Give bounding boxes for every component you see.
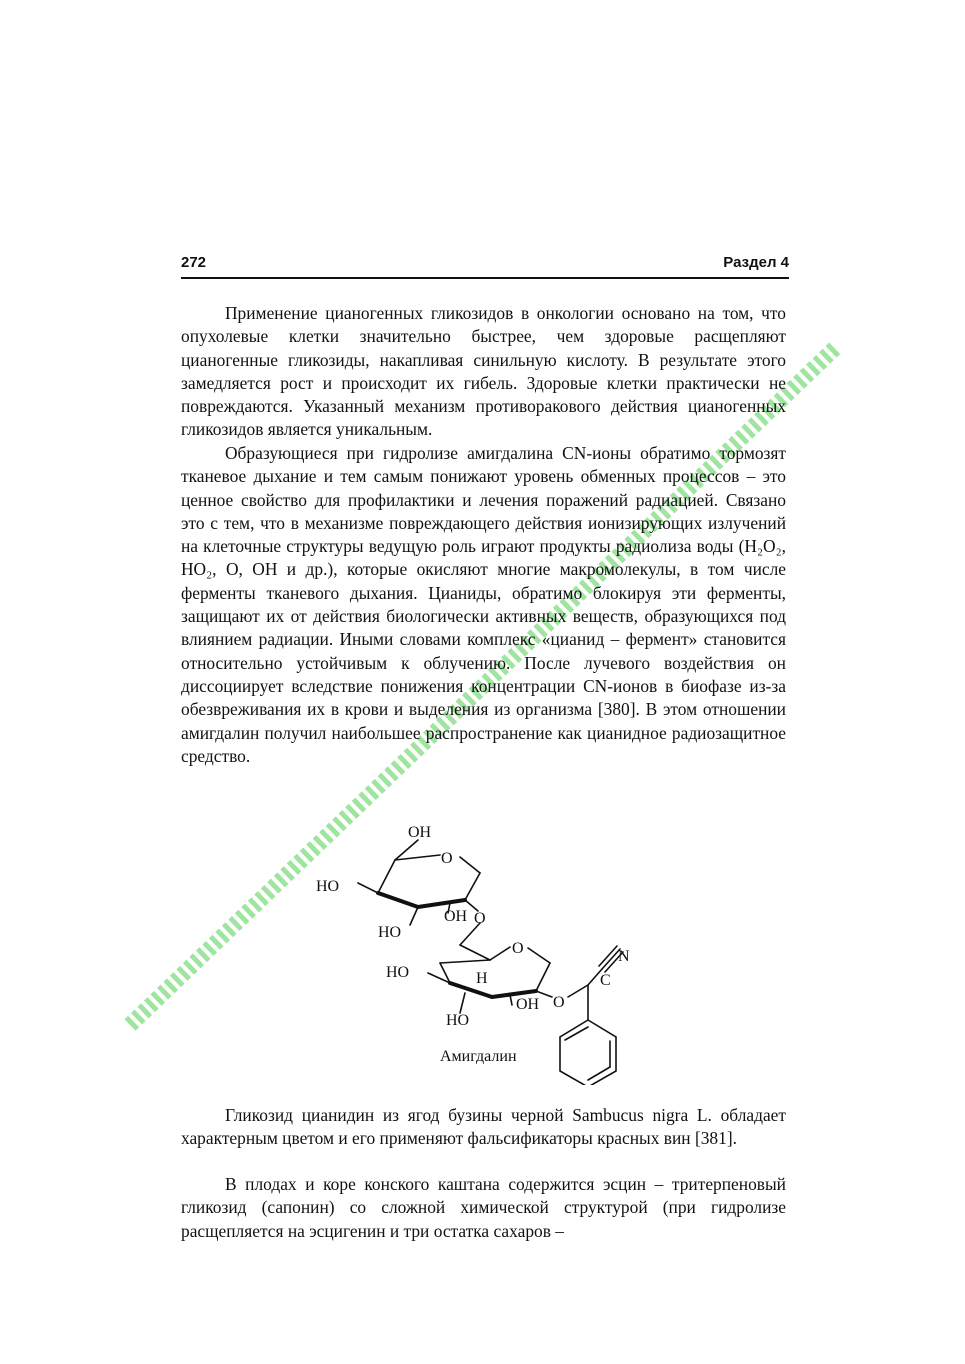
section-label: Раздел 4 bbox=[723, 254, 789, 271]
amygdalin-structure bbox=[300, 815, 660, 1085]
label-ho-bottom1: HO bbox=[378, 924, 402, 941]
page-header bbox=[181, 253, 789, 279]
paragraph-radioprotection: Образующиеся при гидролизе амигдалина CN-ионы обратимо тормозят тканевое дыхание и тем самым понижают уровень обменных процессов – это ценное свойство для профилактики и лечения поражений радиацией. Связано это с тем, что в механизме повреждающего действия ионизирующих излучений на клеточные структуры ведущую роль играют продукты радиолиза воды (H₂O₂, HO₂, O, OH и др.), которые окисляют многие макромолекулы, в том числе ферменты тканевого дыхания. Цианиды, обратимо блокируя эти ферменты, защищают их от действия биологически активных веществ, образующихся под влиянием радиации. Иными словами комплекс «цианид – фермент» становится относительно устойчивым к облучению. После лучевого воздействия он диссоциирует вследствие понижения концентрации CN-ионов в биофазе из-за обезвреживания их в крови и выделения из организма [380]. В этом отношении амигдалин получил наибольшее распространение как цианидное радиозащитное средство. bbox=[181, 443, 786, 766]
page-number: 272 bbox=[181, 254, 207, 271]
label-o-glyco: O bbox=[553, 994, 565, 1011]
label-oh-top: OH bbox=[408, 824, 432, 841]
label-o-link: O bbox=[474, 910, 486, 927]
paragraph-cyanidin: Гликозид цианидин из ягод бузины черной Sambucus nigra L. обладает характерным цветом и его применяют фальсификаторы красных вин [381]. bbox=[181, 1105, 786, 1149]
figure-caption: Амигдалин bbox=[440, 1048, 517, 1065]
paragraph-escin: В плодах и коре конского каштана содержится эсцин – тритерпеновый гликозид (сапонин) со сложной химической структурой (при гидролизе расщепляется на эсцигенин и три остатка сахаров – bbox=[181, 1174, 786, 1241]
label-h: H bbox=[476, 970, 488, 987]
label-o-ring1: O bbox=[441, 850, 453, 867]
label-ho-bottom2: HO bbox=[446, 1012, 470, 1029]
label-nitrogen: N bbox=[618, 948, 630, 965]
label-ho-left1: HO bbox=[316, 878, 340, 895]
label-o-ring2: O bbox=[512, 940, 524, 957]
label-ho-left2: HO bbox=[386, 964, 410, 981]
paragraph-oncology: Применение цианогенных гликозидов в онкологии основано на том, что опухолевые клетки значительно быстрее, чем здоровые расщепляют цианогенные гликозиды, накапливая синильную кислоту. В результате этого замедляется рост и происходит их гибель. Здоровые клетки практически не повреждаются. Указанный механизм противоракового действия цианогенных гликозидов является уникальным. bbox=[181, 303, 786, 440]
label-oh-mid: OH bbox=[444, 908, 468, 925]
label-carbon: C bbox=[600, 972, 611, 989]
label-oh-right2: OH bbox=[516, 996, 540, 1013]
